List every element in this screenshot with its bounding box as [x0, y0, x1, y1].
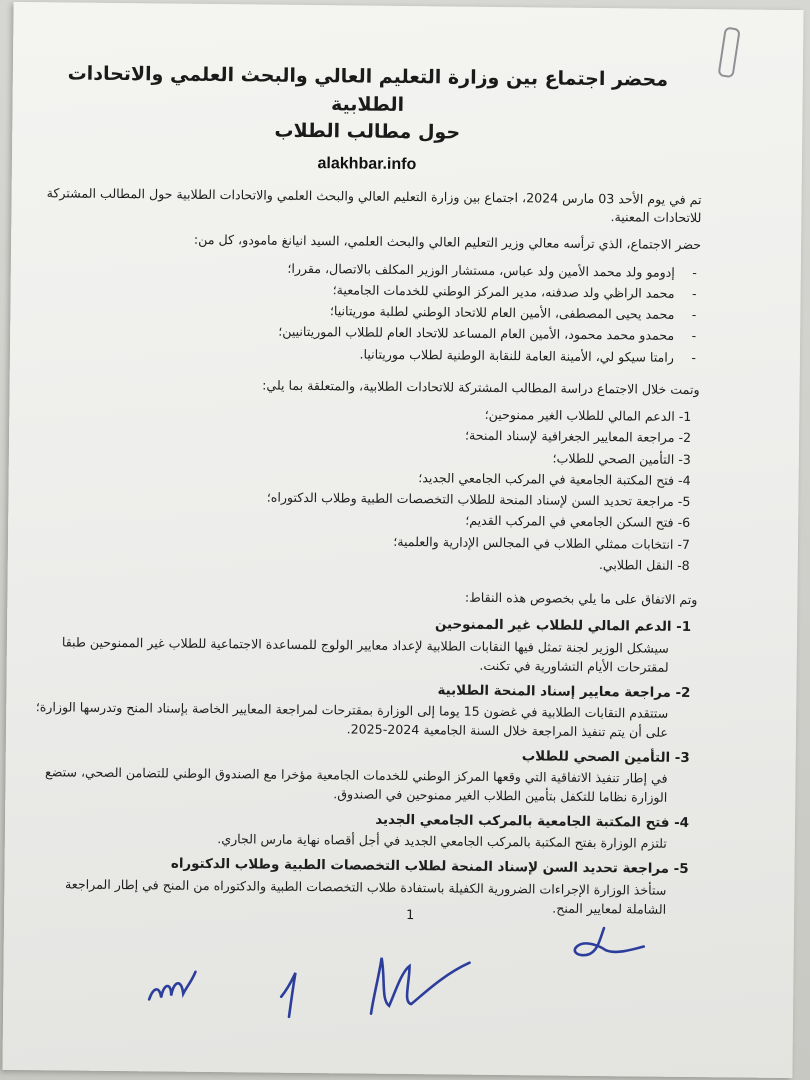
section-heading: 4- فتح المكتبة الجامعية بالمركب الجامعي الجديد	[375, 812, 690, 831]
agreement-section	[27, 611, 698, 677]
attendee-item: - محمد الراظي ولد صدفنه، مدير المركز الوطني للخدمات الجامعية؛	[31, 278, 675, 303]
attendee-item: - إدومو ولد محمد الأمين ولد عباس، مستشار الوزير المكلف بالاتصال، مقررا؛	[31, 257, 675, 282]
section-body: ستأخذ الوزارة الإجراءات الضرورية الكفيلة باستفادة طلاب التخصصات الطبية والدكتوراه من المنح في إطار المراجعة الشاملة لمعايير المنح.	[65, 876, 667, 917]
agreement-section	[25, 807, 695, 854]
attendee-item: - رامتا سيكو لي، الأمينة العامة للنقابة الوطنية لطلاب موريتانيا.	[30, 342, 674, 367]
document-page	[2, 2, 803, 1078]
document-title	[32, 60, 703, 150]
section-body: سيشكل الوزير لجنة تمثل فيها النقابات الطلابية لإعداد معايير الولوج للمساعدة الاجتماعية للطلاب غير الممنوحين طبقا لمقترحات الأيام التشاورية في تكنت.	[61, 634, 669, 675]
signature-1	[143, 963, 203, 1012]
section-body: تلتزم الوزارة بفتح المكتبة بالمركب الجامعي الجديد في أجل أقصاه نهاية مارس الجاري.	[217, 831, 667, 852]
agreement-intro: وتم الاتفاق على ما يلي بخصوص هذه النقاط:	[464, 589, 698, 608]
intro-paragraph: تم في يوم الأحد 03 مارس 2024، اجتماع بين وزارة التعليم العالي والبحث العلمي والاتحادات الطلابية حول المطالب المشتركة للاتحادات المعنية.	[46, 185, 702, 226]
section-body: في إطار تنفيذ الاتفاقية التي وقعها المركز الوطني للخدمات الجامعية مؤخرا مع الصندوق الوطني للتضامن الصحي، ستضع الوزارة نظاما للتكفل بتأمين الطلاب الغير ممنوحين في الصندوق.	[44, 764, 668, 805]
attendee-item: - محمد يحيى المصطفى، الأمين العام للاتحاد الوطني لطلبة موريتانيا؛	[30, 299, 674, 324]
document-content	[24, 60, 703, 926]
agreement-section	[26, 677, 697, 743]
page-number: 1	[405, 908, 415, 924]
signature-3	[359, 944, 480, 1025]
agreement-section	[24, 853, 695, 919]
paperclip-icon	[717, 26, 740, 78]
demand-item: 1- الدعم المالي للطلاب الغير ممنوحين؛	[484, 406, 692, 425]
demands-list	[28, 401, 700, 575]
title-line-1: محضر اجتماع بين وزارة التعليم العالي والبحث العلمي والاتحادات الطلابية	[67, 62, 669, 116]
demand-item: 6- فتح السكن الجامعي في المركب القديم؛	[465, 512, 691, 531]
demands-intro: وتمت خلال الاجتماع دراسة المطالب المشتركة للاتحادات الطلابية، والمتعلقة بما يلي:	[262, 377, 700, 397]
watermark-text: alakhbar.info	[317, 154, 417, 173]
attendance-intro: حضر الاجتماع، الذي ترأسه معالي وزير التعليم العالي والبحث العلمي، السيد انيانغ مامودو، كل من:	[193, 232, 702, 253]
demand-item: 8- النقل الطلابي.	[598, 556, 690, 573]
signature-minister	[560, 920, 651, 971]
demand-item: 5- مراجعة تحديد السن لإسناد المنحة للطلاب التخصصات الطبية وطلاب الدكتوراه؛	[266, 489, 691, 510]
section-heading: 2- مراجعة معايير إسناد المنحة الطلابية	[437, 682, 691, 701]
section-heading: 1- الدعم المالي للطلاب غير الممنوحين	[434, 617, 692, 636]
attendee-item: - محمدو محمد محمود، الأمين العام المساعد للاتحاد العام للطلاب الموريتانيين؛	[30, 320, 674, 345]
agreement-section	[25, 742, 696, 808]
demand-item: 3- التأمين الصحي للطلاب؛	[552, 450, 691, 467]
section-body: ستتقدم النقابات الطلابية في غضون 15 يوما إلى الوزارة بمقترحات لمراجعة المعايير الخاصة بإسناد المنح وتدرسها الوزارة؛ على أن يتم تنفيذ المراجعة خلال السنة الجامعية 2024-2025.	[35, 699, 669, 740]
section-heading: 3- التأمين الصحي للطلاب	[521, 749, 690, 766]
demand-item: 2- مراجعة المعايير الجغرافية لإسناد المنحة؛	[465, 427, 692, 446]
demand-item: 4- فتح المكتبة الجامعية في المركب الجامعي الجديد؛	[418, 469, 691, 488]
title-line-2: حول مطالب الطلاب	[274, 119, 461, 144]
attendees-list	[30, 257, 701, 367]
signature-2	[271, 967, 312, 1023]
section-heading: 5- مراجعة تحديد السن لإسناد المنحة لطلاب التخصصات الطبية وطلاب الدكتوراه	[170, 856, 689, 878]
demand-item: 7- انتخابات ممثلي الطلاب في المجالس الإدارية والعلمية؛	[393, 533, 691, 552]
